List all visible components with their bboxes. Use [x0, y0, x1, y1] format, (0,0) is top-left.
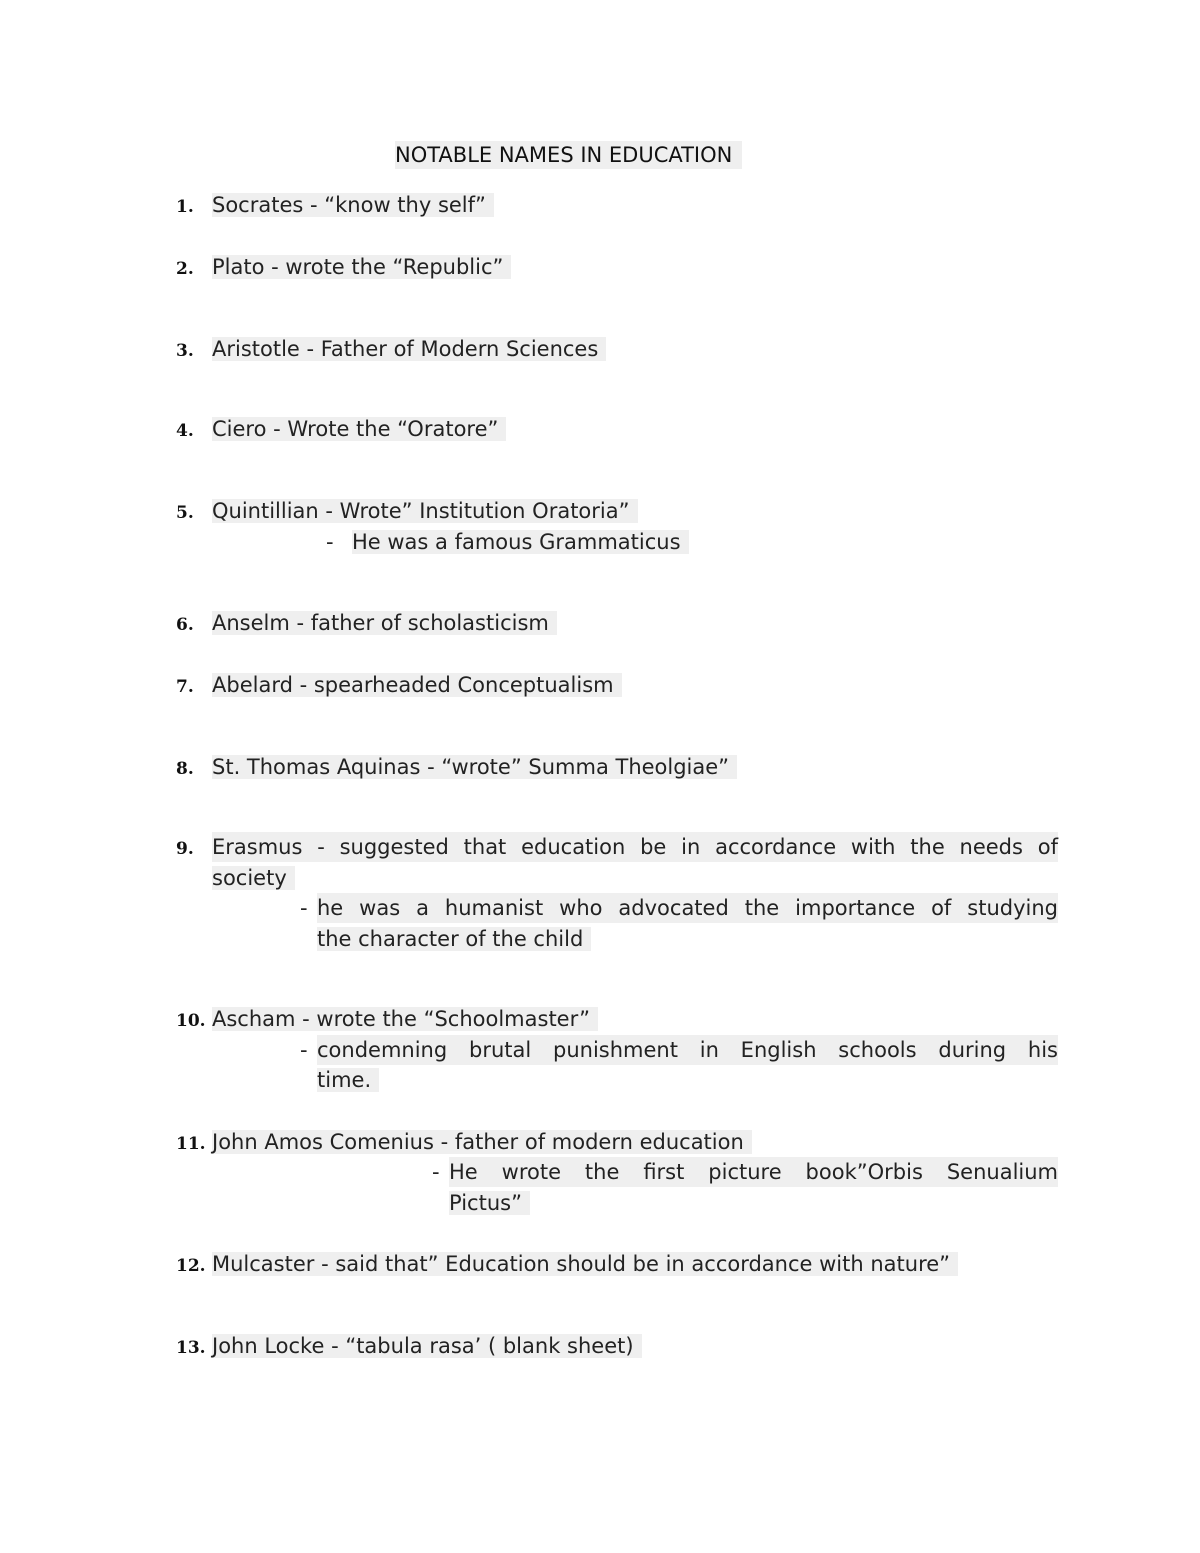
sub-item-continuation-text: time.: [317, 1068, 379, 1092]
sub-bullet-dash: -: [326, 530, 334, 554]
item-text-continuation: [212, 863, 295, 893]
sub-item-line: condemning brutal punishment in English schools during his: [317, 1035, 1058, 1065]
item-number: 3.: [176, 341, 194, 361]
sub-item-continuation: [317, 1065, 379, 1095]
list-item: [212, 1004, 598, 1034]
sub-item-line: he was a humanist who advocated the importance of studying: [317, 893, 1058, 923]
item-text: Abelard - spearheaded Conceptualism: [212, 673, 622, 697]
list-item: [212, 190, 494, 220]
sub-bullet-dash: -: [300, 1038, 308, 1062]
item-text: Anselm - father of scholasticism: [212, 611, 557, 635]
list-item: [212, 496, 638, 526]
item-text: John Amos Comenius - father of modern education: [212, 1130, 752, 1154]
item-number: 5.: [176, 503, 194, 523]
item-text: Plato - wrote the “Republic”: [212, 255, 511, 279]
item-number: 6.: [176, 615, 194, 635]
item-text-continuation-text: society: [212, 866, 295, 890]
item-number: 4.: [176, 421, 194, 441]
item-text: John Locke - “tabula rasa’ ( blank sheet): [212, 1334, 642, 1358]
item-text: Mulcaster - said that” Education should be in accordance with nature”: [212, 1252, 958, 1276]
sub-item-continuation-text: Pictus”: [449, 1191, 530, 1215]
list-item: [212, 670, 622, 700]
item-text-line: Erasmus - suggested that education be in accordance with the needs of: [212, 832, 1058, 862]
item-text: Ascham - wrote the “Schoolmaster”: [212, 1007, 598, 1031]
sub-item-continuation: [317, 924, 591, 954]
list-item: [212, 252, 511, 282]
item-number: 1.: [176, 197, 194, 217]
item-number: 7.: [176, 677, 194, 697]
list-item: [212, 414, 506, 444]
item-text: St. Thomas Aquinas - “wrote” Summa Theolgiae”: [212, 755, 737, 779]
sub-item-line: He wrote the first picture book”Orbis Senualium: [449, 1157, 1058, 1187]
document-title: NOTABLE NAMES IN EDUCATION: [395, 141, 742, 169]
item-text: Ciero - Wrote the “Oratore”: [212, 417, 506, 441]
item-text: Aristotle - Father of Modern Sciences: [212, 337, 606, 361]
list-item: [212, 1331, 642, 1361]
item-text: Quintillian - Wrote” Institution Oratoria”: [212, 499, 638, 523]
list-item: [212, 752, 737, 782]
sub-item: [352, 527, 689, 557]
item-text: Socrates - “know thy self”: [212, 193, 494, 217]
list-item: [212, 334, 606, 364]
item-number: 11.: [176, 1134, 206, 1154]
sub-item-continuation: [449, 1188, 530, 1218]
list-item: [212, 1127, 752, 1157]
item-number: 10.: [176, 1011, 206, 1031]
sub-bullet-dash: -: [300, 896, 308, 920]
item-number: 13.: [176, 1338, 206, 1358]
item-number: 8.: [176, 759, 194, 779]
sub-item-continuation-text: the character of the child: [317, 927, 591, 951]
item-number: 12.: [176, 1256, 206, 1276]
item-number: 9.: [176, 839, 194, 859]
sub-bullet-dash: -: [432, 1160, 440, 1184]
sub-item-text: He was a famous Grammaticus: [352, 530, 689, 554]
list-item: [212, 1249, 958, 1279]
item-number: 2.: [176, 259, 194, 279]
list-item: [212, 608, 557, 638]
